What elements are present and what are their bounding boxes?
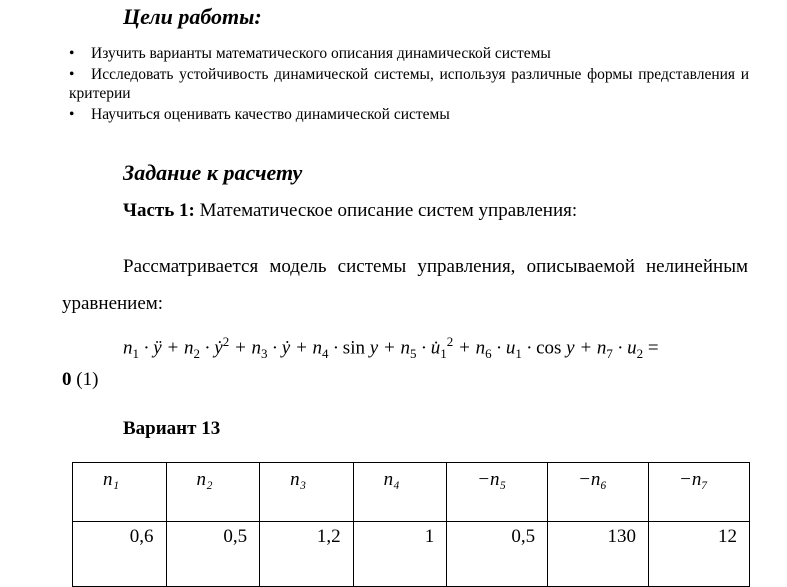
table-header-cell: n₂ [166,463,260,522]
bullet-icon: • [69,65,75,83]
variant-title: Вариант 13 [123,418,221,439]
part-label: Часть 1: [123,200,195,221]
variant-table [72,462,750,587]
equation: $n_1$ · ÿ + $n_2$ · ẏ$^2$ + $n_3$ · ẏ + $n_4 \cdot \sin y + n_5$ · $u̇_1^2 + n_6 \cdot u_1 \cdot \cos y + n_7 \cdot u_2$ = [123,334,659,362]
table-header-cell: n₁ [73,463,167,522]
table-cell: 1,2 [260,522,354,587]
equation-number: (1) [71,369,99,390]
table-cell: 0,5 [166,522,260,587]
table-header-cell: −n₆ [548,463,649,522]
table-cell: 1 [353,522,447,587]
table-header-cell: n₄ [353,463,447,522]
goal-text: Научиться оценивать качество динамической системы [91,105,450,123]
bullet-icon: • [69,45,75,62]
table-header-cell: −n₇ [649,463,750,522]
part-title [123,200,577,222]
goals-list [69,44,749,124]
table-row [73,522,750,587]
goal-text: Исследовать устойчивость динамической системы, используя различные формы представления и критерии [69,65,749,102]
table-header-cell: n₃ [260,463,354,522]
part-description: Математическое описание систем управления: [194,200,578,221]
equation-continuation [62,369,98,391]
goals-heading: Цели работы: [123,4,262,29]
task-paragraph: Рассматривается модель системы управления, описываемой нелинейным уравнением: [62,256,748,314]
task-heading: Задание к расчету [123,160,303,185]
list-item [69,65,749,104]
table-header-row [73,463,750,522]
table-cell: 0,5 [447,522,548,587]
table-cell: 0,6 [73,522,167,587]
goal-text: Изучить варианты математического описания динамической системы [91,45,551,62]
list-item [69,44,749,64]
list-item [69,105,749,125]
equation-rhs: 0 [62,369,72,390]
table-cell: 130 [548,522,649,587]
table-cell: 12 [649,522,750,587]
bullet-icon: • [69,105,75,123]
table-header-cell: −n₅ [447,463,548,522]
